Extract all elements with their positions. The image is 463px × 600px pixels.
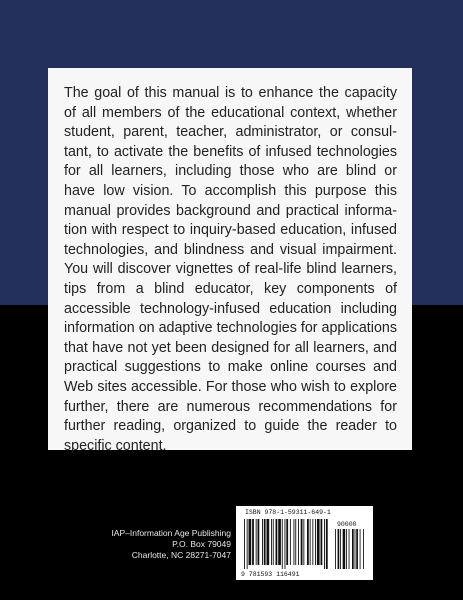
barcode-bar (301, 519, 303, 565)
barcode-bar (278, 519, 281, 565)
barcode-addon-bar (355, 529, 356, 569)
isbn-barcode (236, 506, 373, 580)
barcode-number: 9 781593 116491 (241, 571, 300, 578)
barcode-addon-number: 90000 (337, 521, 357, 528)
barcode-bar (312, 519, 313, 565)
barcode-bar (310, 519, 311, 565)
barcode-bar (285, 519, 286, 569)
barcode-bar (295, 519, 296, 565)
publisher-po-box: P.O. Box 79049 (172, 539, 231, 549)
barcode-bar (264, 519, 266, 565)
barcode-addon-bar (338, 529, 340, 569)
barcode-bar (317, 519, 320, 565)
barcode-bar (258, 519, 260, 565)
barcode-addon-bar (335, 529, 336, 569)
barcode-bar (249, 519, 252, 565)
barcode-bar (273, 519, 274, 565)
barcode-bar (262, 519, 263, 565)
barcode-bar (267, 519, 270, 565)
publisher-city: Charlotte, NC 28271-7047 (131, 550, 231, 560)
barcode-bar (326, 519, 328, 569)
barcode-bar (324, 519, 325, 569)
barcode-bar (315, 519, 316, 565)
barcode-bar (247, 519, 248, 569)
barcode-bar (252, 519, 254, 565)
barcode-bar (276, 519, 278, 565)
barcode-addon-bar (360, 529, 361, 569)
isbn-label: ISBN 978-1-59311-649-1 (245, 509, 331, 516)
barcode-bar (307, 519, 309, 565)
barcode-bar (298, 519, 299, 565)
barcode-bar (286, 519, 288, 565)
barcode-bar (294, 519, 295, 565)
barcode-bar (303, 519, 304, 565)
publisher-name: IAP–Information Age Publishing (111, 528, 231, 538)
barcode-bar (321, 519, 323, 565)
barcode-graphic (241, 519, 368, 571)
book-description: The goal of this manual is to enhance the capacity of all members of the educational context, whether student, parent, teacher, administrator, or consultant, to activate the benefits of infused technologies for all learners, including those who are blind or have low vision. To accomplish this purpose this manual provides background and practical information with respect to inquiry-based education, infused technologies, and blindness and visual impairment. You will discover vignettes of real-life blind learners, tips from a blind educator, key components of accessible technology-infused education including information on adaptive technologies for applications that have not yet been designed for all learners, and practical suggestions to make online courses and Web sites accessible. For those who wish to explore further, there are numerous recommendations for further reading, organized to guide the reader to specific content. (64, 85, 398, 454)
barcode-bar (256, 519, 257, 565)
publisher-address (111, 528, 231, 561)
barcode-addon-bar (349, 529, 350, 569)
barcode-bar (282, 519, 283, 569)
barcode-addon-bar (356, 529, 358, 569)
barcode-bar (271, 519, 272, 565)
barcode-addon-bar (352, 529, 354, 569)
description-panel (48, 68, 412, 454)
barcode-addon-bar (363, 529, 364, 569)
barcode-addon-bar (346, 529, 347, 569)
barcode-addon-bar (340, 529, 341, 569)
barcode-bar (290, 519, 291, 565)
barcode-addon-bar (343, 529, 346, 569)
barcode-bar (244, 519, 245, 569)
